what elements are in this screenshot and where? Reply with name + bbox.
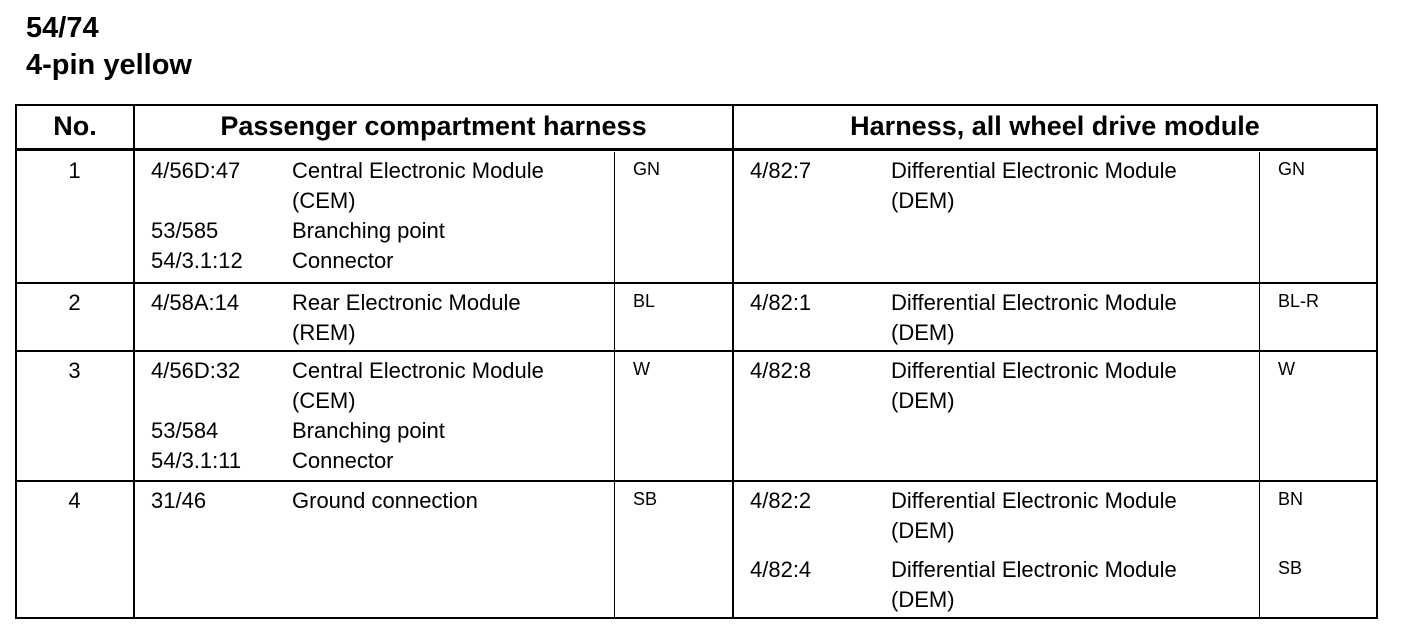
right-component-name: Differential Electronic Module xyxy=(891,488,1177,513)
right-component-abbrev: (DEM) xyxy=(891,388,955,413)
header-right-harness: Harness, all wheel drive module xyxy=(850,111,1260,141)
left-component-name: Branching point xyxy=(292,218,445,243)
right-component-name: Differential Electronic Module xyxy=(891,290,1177,315)
right-component-abbrev: (DEM) xyxy=(891,188,955,213)
right-wire-color: BN xyxy=(1278,489,1304,509)
right-wire-color: W xyxy=(1278,359,1295,379)
right-component-abbrev: (DEM) xyxy=(891,518,955,543)
left-component-name: Central Electronic Module xyxy=(292,358,544,383)
pin-number: 1 xyxy=(68,158,81,183)
left-component-code: 4/56D:47 xyxy=(151,158,241,183)
left-component-name: Rear Electronic Module xyxy=(292,290,521,315)
right-component-code: 4/82:8 xyxy=(750,358,812,383)
table-row xyxy=(17,152,1376,282)
left-component-code: 54/3.1:12 xyxy=(151,248,243,273)
connector-description: 4-pin yellow xyxy=(26,49,192,81)
right-component-abbrev: (DEM) xyxy=(891,587,955,612)
left-component-name: Connector xyxy=(292,248,394,273)
left-component-name: Branching point xyxy=(292,418,445,443)
left-component-name: Ground connection xyxy=(292,488,478,513)
right-component-name: Differential Electronic Module xyxy=(891,158,1177,183)
right-component-code: 4/82:4 xyxy=(750,557,812,582)
pin-number: 3 xyxy=(68,358,81,383)
right-component-code: 4/82:2 xyxy=(750,488,812,513)
left-component-name: Central Electronic Module xyxy=(292,158,544,183)
left-wire-color: BL xyxy=(633,291,656,311)
header-left-harness: Passenger compartment harness xyxy=(220,111,647,141)
left-component-code: 4/56D:32 xyxy=(151,358,241,383)
right-component-abbrev: (DEM) xyxy=(891,320,955,345)
right-wire-color: SB xyxy=(1278,558,1303,578)
right-component-name: Differential Electronic Module xyxy=(891,557,1177,582)
table-row xyxy=(17,480,1376,619)
header-no: No. xyxy=(53,111,97,141)
right-wire-color: BL-R xyxy=(1278,291,1320,311)
table-row xyxy=(17,282,1376,352)
right-component-code: 4/82:7 xyxy=(750,158,812,183)
right-wire-color: GN xyxy=(1278,159,1305,179)
pin-number: 2 xyxy=(68,290,81,315)
right-component-code: 4/82:1 xyxy=(750,290,812,315)
title-block xyxy=(26,10,192,84)
left-component-name: Connector xyxy=(292,448,394,473)
left-component-code: 53/584 xyxy=(151,418,219,443)
left-wire-color: GN xyxy=(633,159,660,179)
left-component-abbrev: (REM) xyxy=(292,320,356,345)
left-wire-color: W xyxy=(633,359,650,379)
right-component-name: Differential Electronic Module xyxy=(891,358,1177,383)
left-component-code: 31/46 xyxy=(151,488,207,513)
table-row xyxy=(17,350,1376,482)
left-component-code: 4/58A:14 xyxy=(151,290,240,315)
left-component-code: 53/585 xyxy=(151,218,219,243)
table-header xyxy=(17,106,1376,150)
pin-table xyxy=(15,104,1378,619)
pin-number: 4 xyxy=(68,488,81,513)
left-wire-color: SB xyxy=(633,489,658,509)
connector-number: 54/74 xyxy=(26,12,99,44)
left-component-abbrev: (CEM) xyxy=(292,388,356,413)
left-component-code: 54/3.1:11 xyxy=(151,448,242,473)
left-component-abbrev: (CEM) xyxy=(292,188,356,213)
